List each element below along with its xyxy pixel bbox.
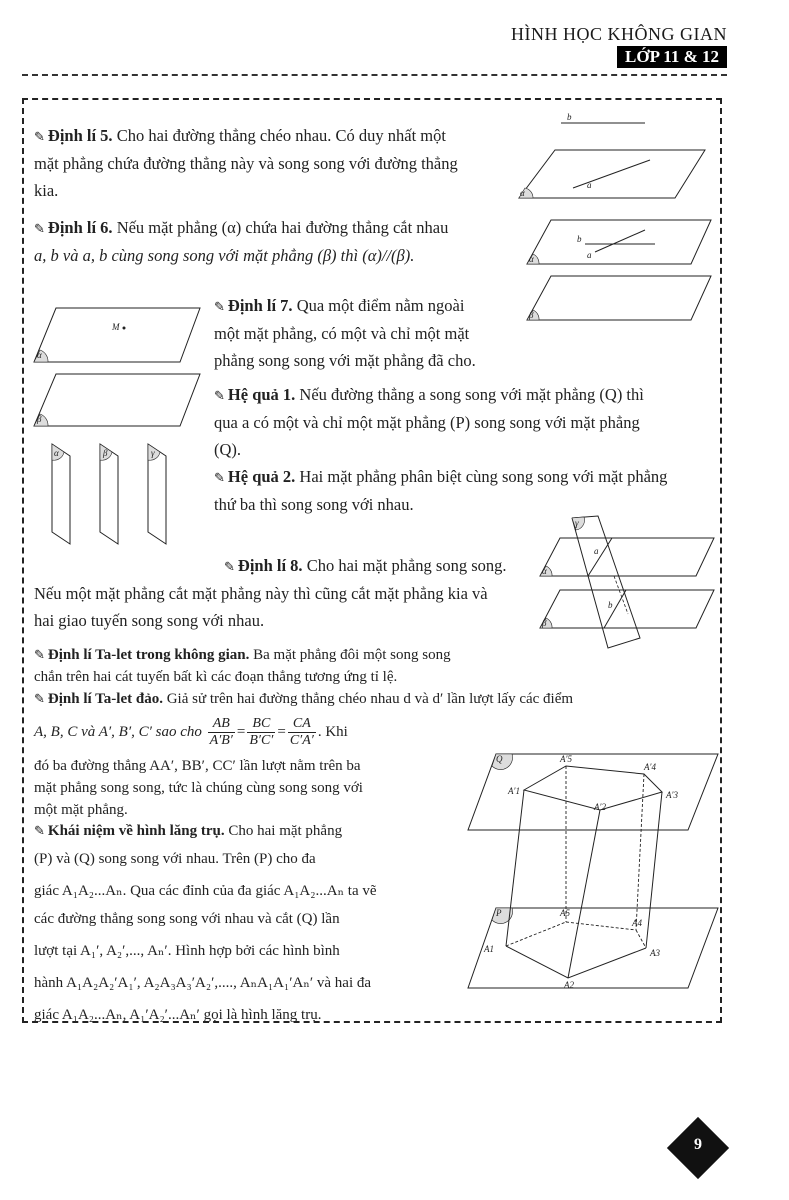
label-Q: Q [496, 754, 503, 764]
prism-concept-line6: hành A₁A₂A₂′A₁′, A₂A₃A₃′A₂′,...., AₙA₁A₁′Aₙ′ và hai đa [34, 975, 372, 991]
label-b: b [567, 112, 572, 122]
fraction-ab [208, 716, 235, 749]
pen-icon: ✎ [34, 129, 45, 144]
label-P: P [496, 908, 502, 918]
theorem-7-line3: phẳng song song với mặt phẳng đã cho. [214, 351, 476, 370]
thales-converse-line3: đó ba đường thẳng AA′, BB′, CC′ lần lượt nằm trên ba [34, 758, 361, 774]
label-A2p: A′2 [594, 802, 606, 812]
thales-converse-line4: mặt phẳng song song, tức là chúng cùng song song với [34, 780, 363, 796]
label-alpha-7: α [37, 350, 42, 360]
corollary-1-line2: qua a có một và chỉ một mặt phẳng (P) song song với mặt phẳng [214, 413, 640, 432]
label-b-6: b [577, 234, 582, 244]
theorem-8-line2: Nếu một mặt phẳng cắt mặt phẳng này thì cũng cắt mặt phẳng kia và [34, 584, 488, 603]
corollary-1 [214, 381, 714, 463]
label-beta-6: β [529, 310, 534, 320]
header-dashed-rule [22, 74, 727, 76]
theorem-6-label: Định lí 6. [47, 218, 113, 237]
frac3-den: C′A′ [289, 733, 314, 748]
figure-theorem-6 [525, 216, 715, 326]
pen-icon: ✎ [34, 823, 45, 838]
label-A3p: A′3 [666, 790, 678, 800]
corollary-1-line1: Nếu đường thẳng a song song với mặt phẳng (Q) thì [299, 385, 644, 404]
theorem-7 [214, 292, 514, 374]
theorem-6-line1: Nếu mặt phẳng (α) chứa hai đường thẳng cắt nhau [116, 218, 449, 237]
label-alpha-8: α [542, 566, 547, 576]
frac3-num: CA [288, 716, 316, 733]
label-A5: A5 [560, 908, 570, 918]
label-A4: A4 [632, 918, 642, 928]
thales-converse-line1: Giả sử trên hai đường thẳng chéo nhau d và d′ lần lượt lấy các điểm [166, 691, 574, 707]
label-beta-8: β [542, 618, 547, 628]
pen-icon: ✎ [34, 221, 45, 236]
theorem-7-label: Định lí 7. [227, 296, 293, 315]
theorem-5-line2: mặt phẳng chứa đường thẳng này và song song với đường thẳng [34, 154, 458, 173]
corollary-2-label: Hệ quả 2. [227, 467, 296, 486]
thales-converse-line2a: A, B, C và A′, B′, C′ sao cho [34, 723, 202, 740]
prism-concept-line3: giác A₁A₂...Aₙ. Qua các đỉnh của đa giác A₁A₂...Aₙ ta vẽ [34, 883, 377, 899]
theorem-8-line3: hai giao tuyến song song với nhau. [34, 611, 265, 630]
label-alpha-6: α [529, 254, 534, 264]
label-alpha-h2: α [54, 448, 59, 458]
label-A5p: A′5 [560, 754, 572, 764]
label-A3: A3 [650, 948, 660, 958]
thales-converse-line2b: . Khi [317, 723, 348, 740]
prism-concept-line4: các đường thẳng song song với nhau và cắt (Q) lần [34, 911, 340, 927]
theorem-8 [34, 552, 534, 634]
thales-converse: ✎ Định lí Ta-let đảo. Giả sử trên hai đường thẳng chéo nhau d và d′ lần lượt lấy các điểm A, B, C và A′, B′, C′ sao cho $\frac{AB}{A'B'}$ = $\frac{BC}{B'C'}$ = $\frac{CA}{C'A'}$ . Khi đó ba đường thẳng AA′, BB′, CC′ lần lượt nằm trên ba mặt phẳng song song, tức là chúng cùng song song với một mặt phẳng. [34, 688, 724, 821]
theorem-8-line1: Cho hai mặt phẳng song song. [306, 556, 507, 575]
label-A2: A2 [564, 980, 574, 990]
theorem-7-line1: Qua một điểm nằm ngoài [296, 296, 465, 315]
theorem-5-label: Định lí 5. [47, 126, 113, 145]
label-beta-7: β [37, 414, 42, 424]
prism-concept-label: Khái niệm về hình lăng trụ. [47, 823, 225, 839]
pen-icon: ✎ [34, 647, 45, 662]
thales-converse-line5: một mặt phẳng. [34, 802, 128, 818]
prism-concept-line5: lượt tại A₁′, A₂′,..., Aₙ′. Hình hợp bởi các hình bình [34, 943, 340, 959]
theorem-7-line2: một mặt phẳng, có một và chỉ một mặt [214, 324, 470, 343]
header-title: HÌNH HỌC KHÔNG GIAN [511, 24, 727, 44]
fraction-bc [247, 716, 275, 749]
pen-icon: ✎ [214, 299, 225, 314]
frac2-den: B′C′ [249, 733, 274, 748]
frac1-num: AB [208, 716, 235, 733]
thales-converse-label: Định lí Ta-let đảo. [47, 691, 163, 707]
label-A1: A1 [484, 944, 494, 954]
label-a-8: a [594, 546, 599, 556]
label-gamma-h2: γ [151, 448, 155, 458]
figure-corollary-2 [48, 440, 208, 550]
thales-theorem-label: Định lí Ta-let trong không gian. [47, 647, 250, 663]
label-A1p: A′1 [508, 786, 520, 796]
page-number: 9 [694, 1136, 702, 1153]
corollary-1-line3: (Q). [214, 440, 242, 459]
fraction-ca [288, 716, 316, 749]
label-a-5: a [587, 180, 592, 190]
pen-icon: ✎ [34, 691, 45, 706]
label-M: M [112, 322, 120, 332]
thales-theorem-line2: chắn trên hai cát tuyến bất kì các đoạn thẳng tương ứng tỉ lệ. [34, 669, 398, 685]
label-alpha-5: α [520, 188, 525, 198]
thales-theorem-line1: Ba mặt phẳng đôi một song song [253, 647, 451, 663]
pen-icon: ✎ [214, 470, 225, 485]
thales-theorem [34, 644, 534, 688]
theorem-5-line1: Cho hai đường thẳng chéo nhau. Có duy nhất một [116, 126, 446, 145]
label-beta-h2: β [103, 448, 108, 458]
figure-prism [466, 752, 724, 992]
theorem-6 [34, 214, 514, 269]
figure-theorem-7 [32, 300, 202, 430]
pen-icon: ✎ [214, 388, 225, 403]
theorem-8-label: Định lí 8. [237, 556, 303, 575]
theorem-5 [34, 122, 504, 204]
prism-concept-line1: Cho hai mặt phẳng [228, 823, 343, 839]
corollary-2 [214, 463, 719, 518]
label-A4p: A′4 [644, 762, 656, 772]
corollary-1-label: Hệ quả 1. [227, 385, 296, 404]
corollary-2-line1: Hai mặt phẳng phân biệt cùng song song với mặt phẳng [299, 467, 668, 486]
label-b-8: b [608, 600, 613, 610]
theorem-6-line2: a, b và a, b cùng song song với mặt phẳng (β) thì (α)//(β). [34, 246, 415, 265]
figure-theorem-5 [515, 110, 715, 210]
label-a-6: a [587, 250, 592, 260]
theorem-5-line3: kia. [34, 181, 59, 200]
frac1-den: A′B′ [209, 733, 233, 748]
prism-concept [34, 820, 454, 1026]
figure-theorem-8 [538, 514, 718, 650]
label-gamma-8: γ [575, 518, 579, 528]
frac2-num: BC [247, 716, 275, 733]
corollary-2-line2: thứ ba thì song song với nhau. [214, 495, 414, 514]
prism-concept-line7: giác A₁A₂...Aₙ, A₁′A₂′...Aₙ′ gọi là hình lăng trụ. [34, 1007, 322, 1023]
pen-icon: ✎ [224, 559, 235, 574]
header-grade-badge: LỚP 11 & 12 [617, 46, 727, 68]
prism-concept-line2: (P) và (Q) song song với nhau. Trên (P) cho đa [34, 851, 316, 867]
